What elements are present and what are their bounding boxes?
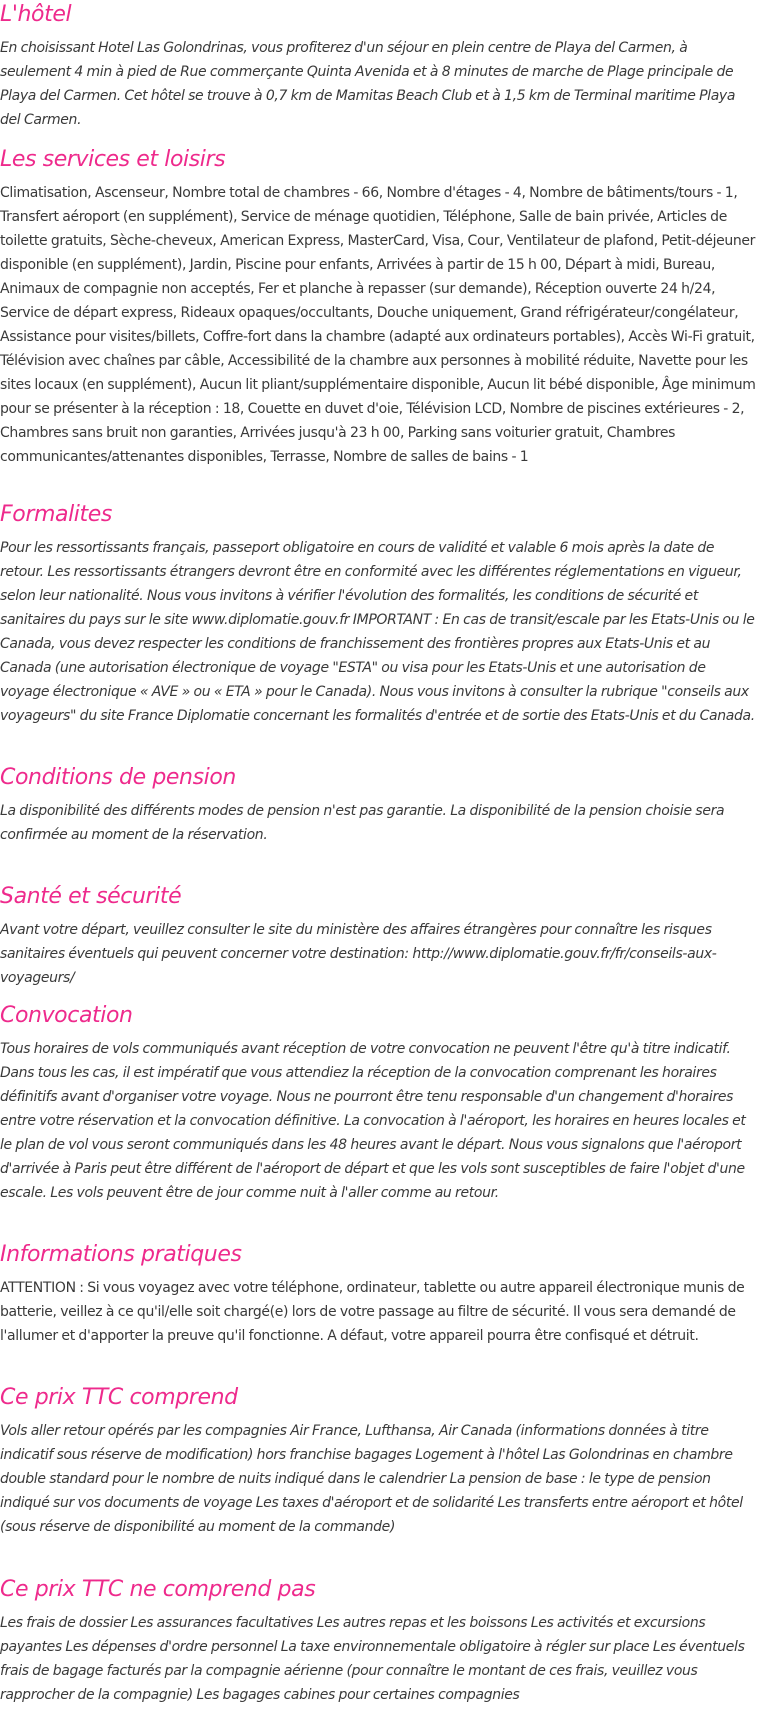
section-title-informations-pratiques: Informations pratiques: [0, 1242, 242, 1267]
section-prix-comprend: [0, 1384, 756, 1576]
section-body-prix-ne-comprend-pas: Les frais de dossier Les assurances facultatives Les autres repas et les boissons Les activités et excursions payantes Les dépenses d'ordre personnel La taxe environnementale obligatoire à régler sur place Les éventuels frais de bagage facturés par la compagnie aérienne (pour connaître le montant de ces frais, veuillez vous rapprocher de la compagnie) Les bagages cabines pour certaines compagnies: [0, 1615, 745, 1703]
section-title-hotel: L'hôtel: [0, 2, 72, 27]
section-body-informations-pratiques: ATTENTION : Si vous voyagez avec votre téléphone, ordinateur, tablette ou autre appareil électronique munis de batterie, veillez à ce qu'il/elle soit chargé(e) lors de votre passage au filtre de sécurité. Il vous sera demandé de l'allumer et d'apporter la preuve qu'il fonctionne. A défaut, votre appareil pourra être confisqué et détruit.: [0, 1280, 745, 1344]
section-formalites: [0, 501, 756, 764]
section-hotel: [0, 1, 756, 146]
section-prix-ne-comprend-pas: [0, 1576, 756, 1711]
section-title-formalites: Formalites: [0, 502, 112, 527]
section-body-convocation: Tous horaires de vols communiqués avant réception de votre convocation ne peuvent l'être qu'à titre indicatif. Dans tous les cas, il est impératif que vous attendiez la réception de la convocation comprenant les horaires définitifs avant d'organiser votre voyage. Nous ne pourront être tenu responsable d'un changement d'horaires entre votre réservation et la convocation définitive. La convocation à l'aéroport, les horaires en heures locales et le plan de vol vous seront communiqués dans les 48 heures avant le départ. Nous vous signalons que l'aéroport d'arrivée à Paris peut être différent de l'aéroport de départ et que les vols sont susceptibles de faire l'objet d'une escale. Les vols peuvent être de jour comme nuit à l'aller comme au retour.: [0, 1041, 746, 1201]
section-title-convocation: Convocation: [0, 1003, 133, 1028]
section-title-prix-ne-comprend-pas: Ce prix TTC ne comprend pas: [0, 1577, 316, 1602]
section-title-sante-securite: Santé et sécurité: [0, 884, 182, 909]
section-convocation: [0, 1002, 756, 1241]
section-title-services-loisirs: Les services et loisirs: [0, 147, 226, 172]
section-body-prix-comprend: Vols aller retour opérés par les compagnies Air France, Lufthansa, Air Canada (informations données à titre indicatif sous réserve de modification) hors franchise bagages Logement à l'hôtel Las Golondrinas en chambre double standard pour le nombre de nuits indiqué dans le calendrier La pension de base : le type de pension indiqué sur vos documents de voyage Les taxes d'aéroport et de solidarité Les transferts entre aéroport et hôtel (sous réserve de disponibilité au moment de la commande): [0, 1423, 743, 1535]
section-informations-pratiques: [0, 1241, 756, 1384]
section-conditions-pension: [0, 764, 756, 883]
section-title-prix-comprend: Ce prix TTC comprend: [0, 1385, 238, 1410]
section-sante-securite: [0, 883, 756, 1002]
section-body-hotel: En choisissant Hotel Las Golondrinas, vous profiterez d'un séjour en plein centre de Playa del Carmen, à seulement 4 min à pied de Rue commerçante Quinta Avenida et à 8 minutes de marche de Plage principale de Playa del Carmen. Cet hôtel se trouve à 0,7 km de Mamitas Beach Club et à 1,5 km de Terminal maritime Playa del Carmen.: [0, 40, 736, 128]
section-body-formalites: Pour les ressortissants français, passeport obligatoire en cours de validité et valable 6 mois après la date de retour. Les ressortissants étrangers devront être en conformité avec les différentes réglementations en vigueur, selon leur nationalité. Nous vous invitons à vérifier l'évolution des formalités, les conditions de sécurité et sanitaires du pays sur le site www.diplomatie.gouv.fr IMPORTANT : En cas de transit/escale par les Etats-Unis ou le Canada, vous devez respecter les conditions de franchissement des frontières propres aux Etats-Unis et au Canada (une autorisation électronique de voyage "ESTA" ou visa pour les Etats-Unis et une autorisation de voyage électronique « AVE » ou « ETA » pour le Canada). Nous vous invitons à consulter la rubrique "conseils aux voyageurs" du site France Diplomatie concernant les formalités d'entrée et de sortie des Etats-Unis et du Canada.: [0, 540, 755, 724]
section-body-services-loisirs: Climatisation, Ascenseur, Nombre total de chambres - 66, Nombre d'étages - 4, Nombre de bâtiments/tours - 1, Transfert aéroport (en supplément), Service de ménage quotidien, Téléphone, Salle de bain privée, Articles de toilette gratuits, Sèche-cheveux, American Express, MasterCard, Visa, Cour, Ventilateur de plafond, Petit-déjeuner disponible (en supplément), Jardin, Piscine pour enfants, Arrivées à partir de 15 h 00, Départ à midi, Bureau, Animaux de compagnie non acceptés, Fer et planche à repasser (sur demande), Réception ouverte 24 h/24, Service de départ express, Rideaux opaques/occultants, Douche uniquement, Grand réfrigérateur/congélateur, Assistance pour visites/billets, Coffre-fort dans la chambre (adapté aux ordinateurs portables), Accès Wi-Fi gratuit, Télévision avec chaînes par câble, Accessibilité de la chambre aux personnes à mobilité réduite, Navette pour les sites locaux (en supplément), Aucun lit pliant/supplémentaire disponible, Aucun lit bébé disponible, Âge minimum pour se présenter à la réception : 18, Couette en duvet d'oie, Télévision LCD, Nombre de piscines extérieures - 2, Chambres sans bruit non garanties, Arrivées jusqu'à 23 h 00, Parking sans voiturier gratuit, Chambres communicantes/attenantes disponibles, Terrasse, Nombre de salles de bains - 1: [0, 185, 756, 465]
section-title-conditions-pension: Conditions de pension: [0, 765, 236, 790]
section-services-loisirs: [0, 146, 756, 501]
section-body-sante-securite: Avant votre départ, veuillez consulter le site du ministère des affaires étrangères pour connaître les risques sanitaires éventuels qui peuvent concerner votre destination: http://www.diplomatie.gouv.fr/fr/conseils-aux-voyageurs/: [0, 922, 717, 986]
section-body-conditions-pension: La disponibilité des différents modes de pension n'est pas garantie. La disponibilité de la pension choisie sera confirmée au moment de la réservation.: [0, 803, 725, 843]
page-content: [0, 1, 758, 1711]
